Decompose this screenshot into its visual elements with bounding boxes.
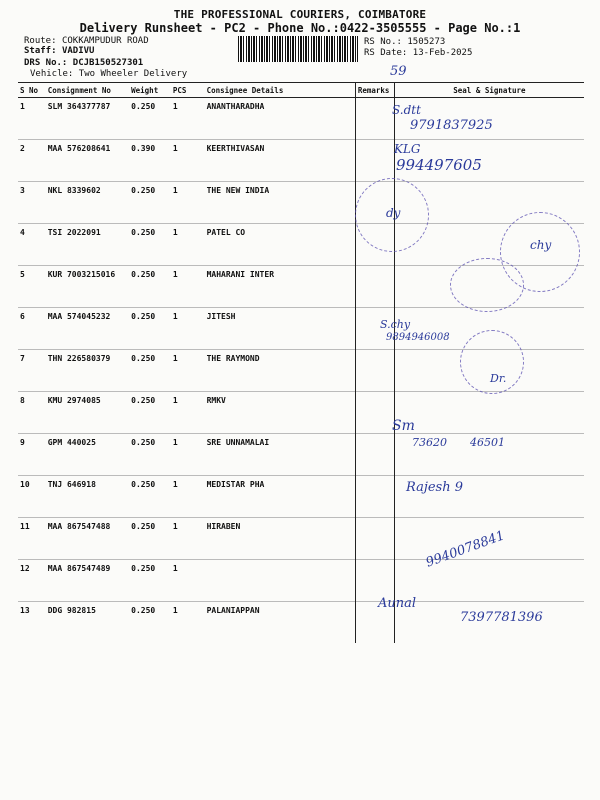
table-row bbox=[18, 182, 584, 224]
signature-1: S.dtt bbox=[392, 103, 421, 117]
row-details bbox=[205, 560, 356, 602]
row-pcs: 1 bbox=[171, 560, 205, 602]
rs-date-value: 13-Feb-2025 bbox=[412, 48, 473, 58]
row-pcs: 1 bbox=[171, 434, 205, 476]
row-details: RMKV bbox=[205, 392, 356, 434]
row-seal bbox=[394, 560, 584, 602]
signature-6-phone: 9894946008 bbox=[386, 332, 450, 343]
route-label: Route: bbox=[24, 36, 57, 46]
row-pcs: 1 bbox=[171, 476, 205, 518]
table-row bbox=[18, 392, 584, 434]
row-details: HIRABEN bbox=[205, 518, 356, 560]
row-sno: 9 bbox=[18, 434, 46, 476]
row-consignment: DDG 982815 bbox=[46, 602, 129, 644]
row-sno: 4 bbox=[18, 224, 46, 266]
row-weight: 0.250 bbox=[129, 182, 171, 224]
row-weight: 0.250 bbox=[129, 560, 171, 602]
row-seal bbox=[394, 392, 584, 434]
row-sno: 11 bbox=[18, 518, 46, 560]
row-consignment: MAA 867547488 bbox=[46, 518, 129, 560]
row-details: SRE UNNAMALAI bbox=[205, 434, 356, 476]
row-sno: 12 bbox=[18, 560, 46, 602]
table-header-row bbox=[18, 83, 584, 98]
row-sno: 7 bbox=[18, 350, 46, 392]
row-pcs: 1 bbox=[171, 518, 205, 560]
row-remarks bbox=[355, 350, 394, 392]
row-weight: 0.250 bbox=[129, 392, 171, 434]
signature-4: dy bbox=[386, 206, 401, 220]
row-weight: 0.250 bbox=[129, 308, 171, 350]
staff-value: VADIVU bbox=[61, 46, 95, 56]
row-consignment: MAA 867547489 bbox=[46, 560, 129, 602]
col-consignment: Consignment No bbox=[46, 83, 129, 98]
row-consignment: MAA 576208641 bbox=[46, 140, 129, 182]
row-details: ANANTHARADHA bbox=[205, 98, 356, 140]
row-pcs: 1 bbox=[171, 98, 205, 140]
table-row bbox=[18, 476, 584, 518]
row-pcs: 1 bbox=[171, 182, 205, 224]
col-details: Consignee Details bbox=[205, 83, 356, 98]
signature-2-phone: 994497605 bbox=[396, 156, 482, 174]
row-pcs: 1 bbox=[171, 350, 205, 392]
row-remarks bbox=[355, 518, 394, 560]
signature-13-phone: 7397781396 bbox=[460, 610, 543, 625]
row-consignment: TNJ 646918 bbox=[46, 476, 129, 518]
table-row bbox=[18, 140, 584, 182]
row-consignment: KUR 7003215016 bbox=[46, 266, 129, 308]
route-line bbox=[24, 36, 149, 46]
drs-label: DRS No.: bbox=[24, 58, 68, 68]
row-pcs: 1 bbox=[171, 308, 205, 350]
seal-stamp-5 bbox=[450, 258, 524, 312]
signature-8: Dr. bbox=[490, 372, 507, 385]
staff-line bbox=[24, 46, 94, 56]
row-weight: 0.250 bbox=[129, 224, 171, 266]
row-weight: 0.250 bbox=[129, 434, 171, 476]
row-sno: 5 bbox=[18, 266, 46, 308]
row-weight: 0.390 bbox=[129, 140, 171, 182]
signature-12-phone: 9940078841 bbox=[423, 528, 507, 571]
row-sno: 13 bbox=[18, 602, 46, 644]
rs-date-label: RS Date: bbox=[364, 48, 408, 58]
row-weight: 0.250 bbox=[129, 476, 171, 518]
route-value: COKKAMPUDUR ROAD bbox=[61, 36, 149, 46]
rs-date-line bbox=[364, 48, 472, 58]
signature-6: S.chy bbox=[380, 318, 411, 331]
row-details: THE RAYMOND bbox=[205, 350, 356, 392]
row-weight: 0.250 bbox=[129, 266, 171, 308]
row-remarks bbox=[355, 266, 394, 308]
signature-10: Rajesh 9 bbox=[406, 480, 464, 495]
drs-value: DCJB150527301 bbox=[72, 58, 144, 68]
row-weight: 0.250 bbox=[129, 350, 171, 392]
barcode-graphic bbox=[238, 36, 358, 62]
row-consignment: NKL 8339602 bbox=[46, 182, 129, 224]
signature-4b: chy bbox=[530, 238, 552, 252]
table-row bbox=[18, 98, 584, 140]
row-consignment: TSI 2022091 bbox=[46, 224, 129, 266]
row-details: MEDISTAR PHA bbox=[205, 476, 356, 518]
row-consignment: KMU 2974085 bbox=[46, 392, 129, 434]
row-pcs: 1 bbox=[171, 602, 205, 644]
row-details: JITESH bbox=[205, 308, 356, 350]
vehicle-value: Two Wheeler Delivery bbox=[78, 69, 188, 79]
signature-13: Aunal bbox=[378, 596, 417, 611]
runsheet-title: Delivery Runsheet - PC2 - Phone No.:0422-3505555 - Page No.:1 bbox=[79, 21, 521, 35]
row-sno: 2 bbox=[18, 140, 46, 182]
row-details: THE NEW INDIA bbox=[205, 182, 356, 224]
drs-line bbox=[24, 58, 143, 68]
row-consignment: GPM 440025 bbox=[46, 434, 129, 476]
vehicle-line bbox=[30, 69, 187, 79]
signature-9-b: 46501 bbox=[470, 436, 505, 449]
row-remarks bbox=[355, 476, 394, 518]
table-row bbox=[18, 560, 584, 602]
col-remarks: Remarks bbox=[355, 83, 394, 98]
row-details: MAHARANI INTER bbox=[205, 266, 356, 308]
signature-9: Sm bbox=[392, 418, 415, 434]
col-seal: Seal & Signature bbox=[394, 83, 584, 98]
seal-stamp-3 bbox=[355, 178, 429, 252]
row-pcs: 1 bbox=[171, 140, 205, 182]
signature-2: KLG bbox=[394, 142, 421, 156]
row-details: KEERTHIVASAN bbox=[205, 140, 356, 182]
row-sno: 1 bbox=[18, 98, 46, 140]
row-pcs: 1 bbox=[171, 266, 205, 308]
row-weight: 0.250 bbox=[129, 98, 171, 140]
row-pcs: 1 bbox=[171, 224, 205, 266]
signature-1-phone: 9791837925 bbox=[410, 118, 493, 133]
count-mark: 59 bbox=[390, 64, 407, 79]
row-consignment: MAA 574045232 bbox=[46, 308, 129, 350]
row-pcs: 1 bbox=[171, 392, 205, 434]
row-details: PATEL CO bbox=[205, 224, 356, 266]
row-remarks bbox=[355, 434, 394, 476]
col-weight: Weight bbox=[129, 83, 171, 98]
rs-no-value: 1505273 bbox=[407, 37, 446, 47]
row-sno: 10 bbox=[18, 476, 46, 518]
rs-no-line bbox=[364, 37, 445, 47]
col-pcs: PCS bbox=[171, 83, 205, 98]
row-remarks bbox=[355, 392, 394, 434]
row-sno: 6 bbox=[18, 308, 46, 350]
staff-label: Staff: bbox=[24, 46, 57, 56]
signature-9-a: 73620 bbox=[412, 436, 447, 449]
row-sno: 3 bbox=[18, 182, 46, 224]
row-sno: 8 bbox=[18, 392, 46, 434]
row-consignment: THN 226580379 bbox=[46, 350, 129, 392]
row-consignment: SLM 364377787 bbox=[46, 98, 129, 140]
row-weight: 0.250 bbox=[129, 602, 171, 644]
row-remarks bbox=[355, 98, 394, 140]
row-weight: 0.250 bbox=[129, 518, 171, 560]
rs-no-label: RS No.: bbox=[364, 37, 402, 47]
company-name: THE PROFESSIONAL COURIERS, COIMBATORE bbox=[173, 8, 427, 21]
vehicle-label: Vehicle: bbox=[30, 69, 74, 79]
row-remarks bbox=[355, 140, 394, 182]
row-details: PALANIAPPAN bbox=[205, 602, 356, 644]
col-sno: S No bbox=[18, 83, 46, 98]
